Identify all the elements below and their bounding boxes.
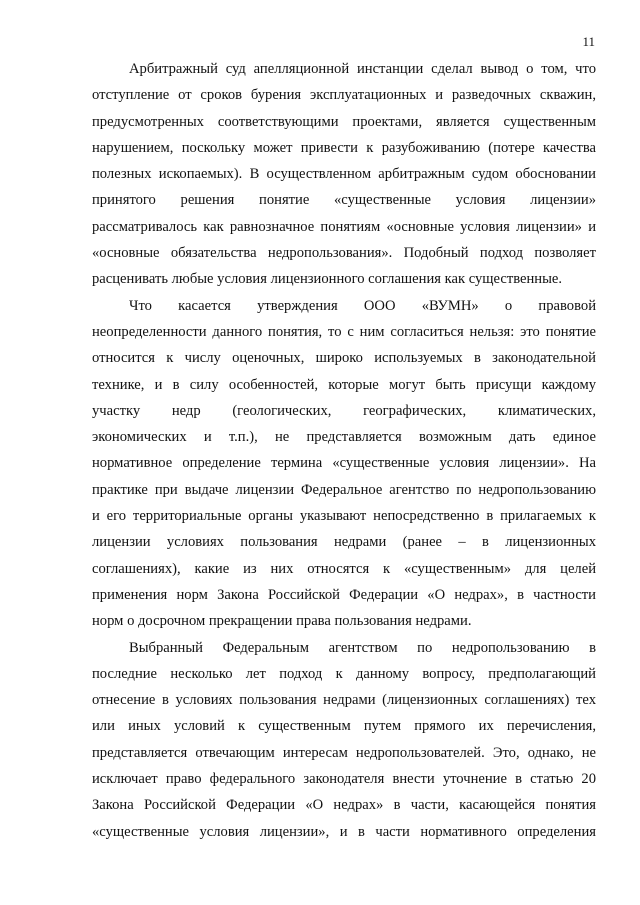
text-line: «основные обязательства недропользования». Подобный подход позволяет — [92, 245, 596, 262]
text-line: рассматривалось как равнозначное понятиям «основные условия лицензии» и — [92, 218, 596, 235]
text-line: последние несколько лет подход к данному вопросу, предполагающий — [92, 665, 596, 682]
body-text — [92, 56, 596, 845]
text-line: или иных условий к существенным путем прямого их перечисления, — [92, 718, 596, 735]
text-line: норм о досрочном прекращении права пользования недрами. — [92, 613, 472, 630]
text-line: Выбранный Федеральным агентством по недропользованию в — [129, 639, 596, 656]
text-line: Что касается утверждения ООО «ВУМН» о правовой — [129, 297, 596, 314]
text-line: принятого решения понятие «существенные условия лицензии» — [92, 192, 596, 209]
text-line: соглашениях), какие из них относятся к «существенным» для целей — [92, 560, 596, 577]
text-line: полезных ископаемых). В осуществленном арбитражным судом обосновании — [92, 166, 596, 183]
paragraph — [92, 56, 596, 293]
text-line: нормативное определение термина «существенные условия лицензии». На — [92, 455, 596, 472]
text-line: практике при выдаче лицензии Федеральное агентство по недропользованию — [92, 481, 596, 498]
paragraph — [92, 635, 596, 845]
text-line: участку недр (геологических, географических, климатических, — [92, 402, 596, 419]
text-line: Закона Российской Федерации «О недрах» в части, касающейся понятия — [92, 797, 596, 814]
text-line: лицензии условиях пользования недрами (ранее – в лицензионных — [92, 534, 596, 551]
text-line: расценивать любые условия лицензионного соглашения как существенные. — [92, 271, 563, 288]
paragraph — [92, 293, 596, 635]
text-line: «существенные условия лицензии», и в части нормативного определения — [92, 823, 596, 840]
text-line: исключает право федерального законодателя внести уточнение в статью 20 — [92, 771, 596, 788]
text-line: экономических и т.п.), не представляется возможным дать единое — [92, 429, 596, 446]
text-line: представляется отвечающим интересам недропользователей. Это, однако, не — [92, 744, 596, 761]
text-line: относится к числу оценочных, широко используемых в законодательной — [92, 350, 596, 367]
text-line: технике, и в силу особенностей, которые могут быть присущи каждому — [92, 376, 596, 393]
page-number: 11 — [582, 34, 595, 49]
text-line: нарушением, поскольку может привести к разубоживанию (потере качества — [92, 139, 596, 156]
text-line: и его территориальные органы указывают непосредственно в прилагаемых к — [92, 508, 596, 525]
text-line: предусмотренных соответствующими проектами, является существенным — [92, 113, 596, 130]
text-line: отнесение в условиях пользования недрами (лицензионных соглашениях) тех — [92, 692, 596, 709]
text-line: отступление от сроков бурения эксплуатационных и разведочных скважин, — [92, 87, 596, 104]
text-line: неопределенности данного понятия, то с ним согласиться нельзя: это понятие — [92, 323, 596, 340]
text-line: Арбитражный суд апелляционной инстанции сделал вывод о том, что — [129, 61, 596, 77]
text-line: применения норм Закона Российской Федерации «О недрах», в частности — [92, 586, 596, 603]
